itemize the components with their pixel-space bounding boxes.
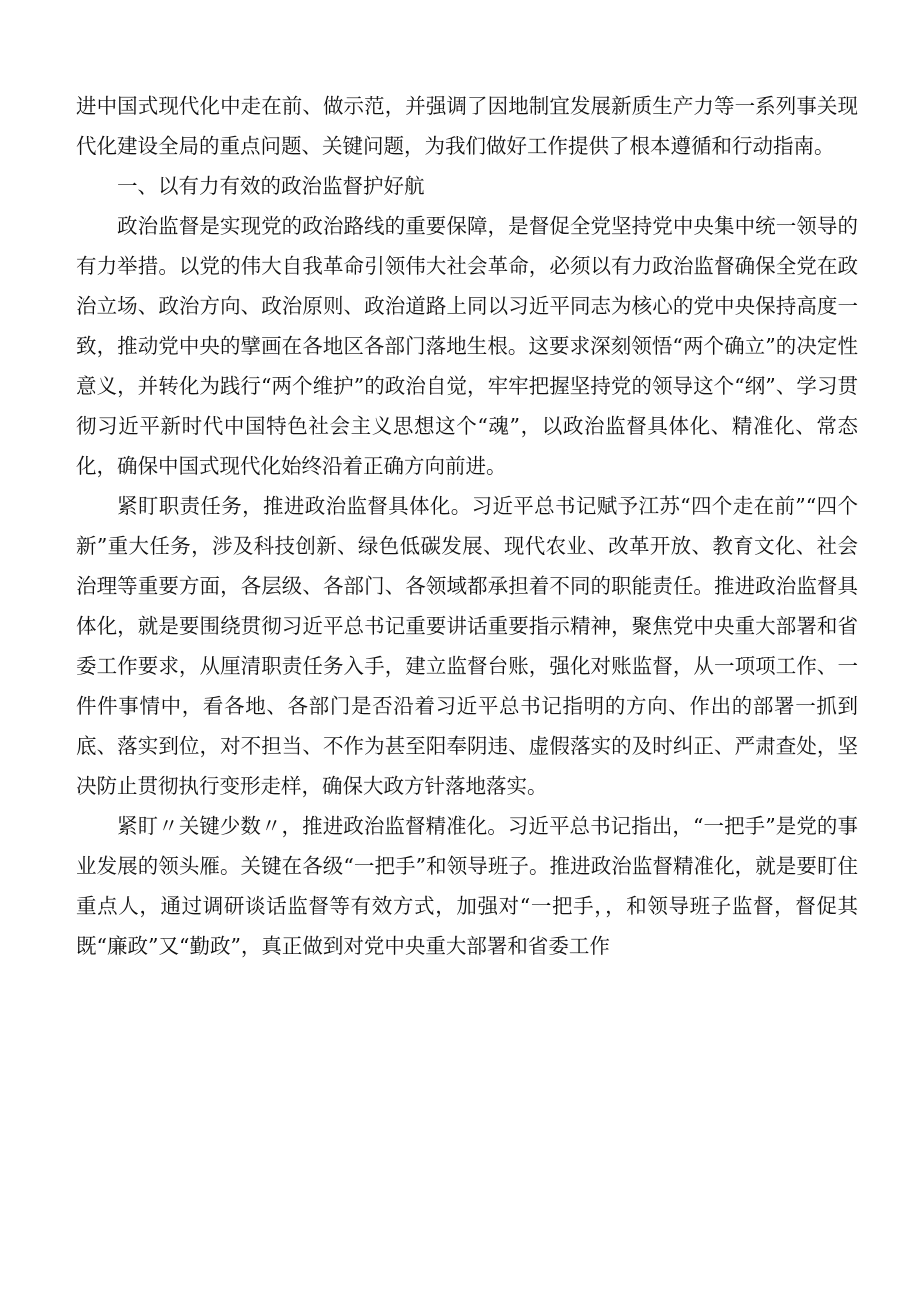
paragraph-key-minority: 紧盯〃关键少数〃，推进政治监督精准化。习近平总书记指出，“一把手”是党的事业发展的领头雁。关键在各级“一把手”和领导班子。推进政治监督精准化，就是要盯住重点人，通过调研谈话监督等有效方式，加强对“一把手，，和领导班子监督，督促其既“廉政”又“勤政”，真正做到对党中央重大部署和省委工作 — [76, 814, 858, 958]
paragraph-duty-tasks: 紧盯职责任务，推进政治监督具体化。习近平总书记赋予江苏“四个走在前”“四个新”重大任务，涉及科技创新、绿色低碳发展、现代农业、改革开放、教育文化、社会治理等重要方面，各层级、各部门、各领域都承担着不同的职能责任。推进政治监督具体化，就是要围绕贯彻习近平总书记重要讲话重要指示精神，聚焦党中央重大部署和省委工作要求，从厘清职责任务入手，建立监督台账，强化对账监督，从一项项工作、一件件事情中，看各地、各部门是否沿着习近平总书记指明的方向、作出的部署一抓到底、落实到位，对不担当、不作为甚至阳奉阴违、虚假落实的及时纠正、严肃查处，坚决防止贯彻执行变形走样，确保大政方针落地落实。 — [76, 494, 858, 798]
paragraph-political-supervision: 政治监督是实现党的政治路线的重要保障，是督促全党坚持党中央集中统一领导的有力举措。以党的伟大自我革命引领伟大社会革命，必须以有力政治监督确保全党在政治立场、政治方向、政治原则、政治道路上同以习近平同志为核心的党中央保持高度一致，推动党中央的擘画在各地区各部门落地生根。这要求深刻领悟“两个确立”的决定性意义，并转化为践行“两个维护”的政治自觉，牢牢把握坚持党的领导这个“纲”、学习贯彻习近平新时代中国特色社会主义思想这个“魂”，以政治监督具体化、精准化、常态化，确保中国式现代化始终沿着正确方向前进。 — [76, 214, 858, 478]
document-page — [76, 86, 858, 966]
paragraph-continuation: 进中国式现代化中走在前、做示范，并强调了因地制宜发展新质生产力等一系列事关现代化建设全局的重点问题、关键问题，为我们做好工作提供了根本遵循和行动指南。 — [76, 94, 858, 158]
section-heading: 一、以有力有效的政治监督护好航 — [117, 174, 425, 198]
